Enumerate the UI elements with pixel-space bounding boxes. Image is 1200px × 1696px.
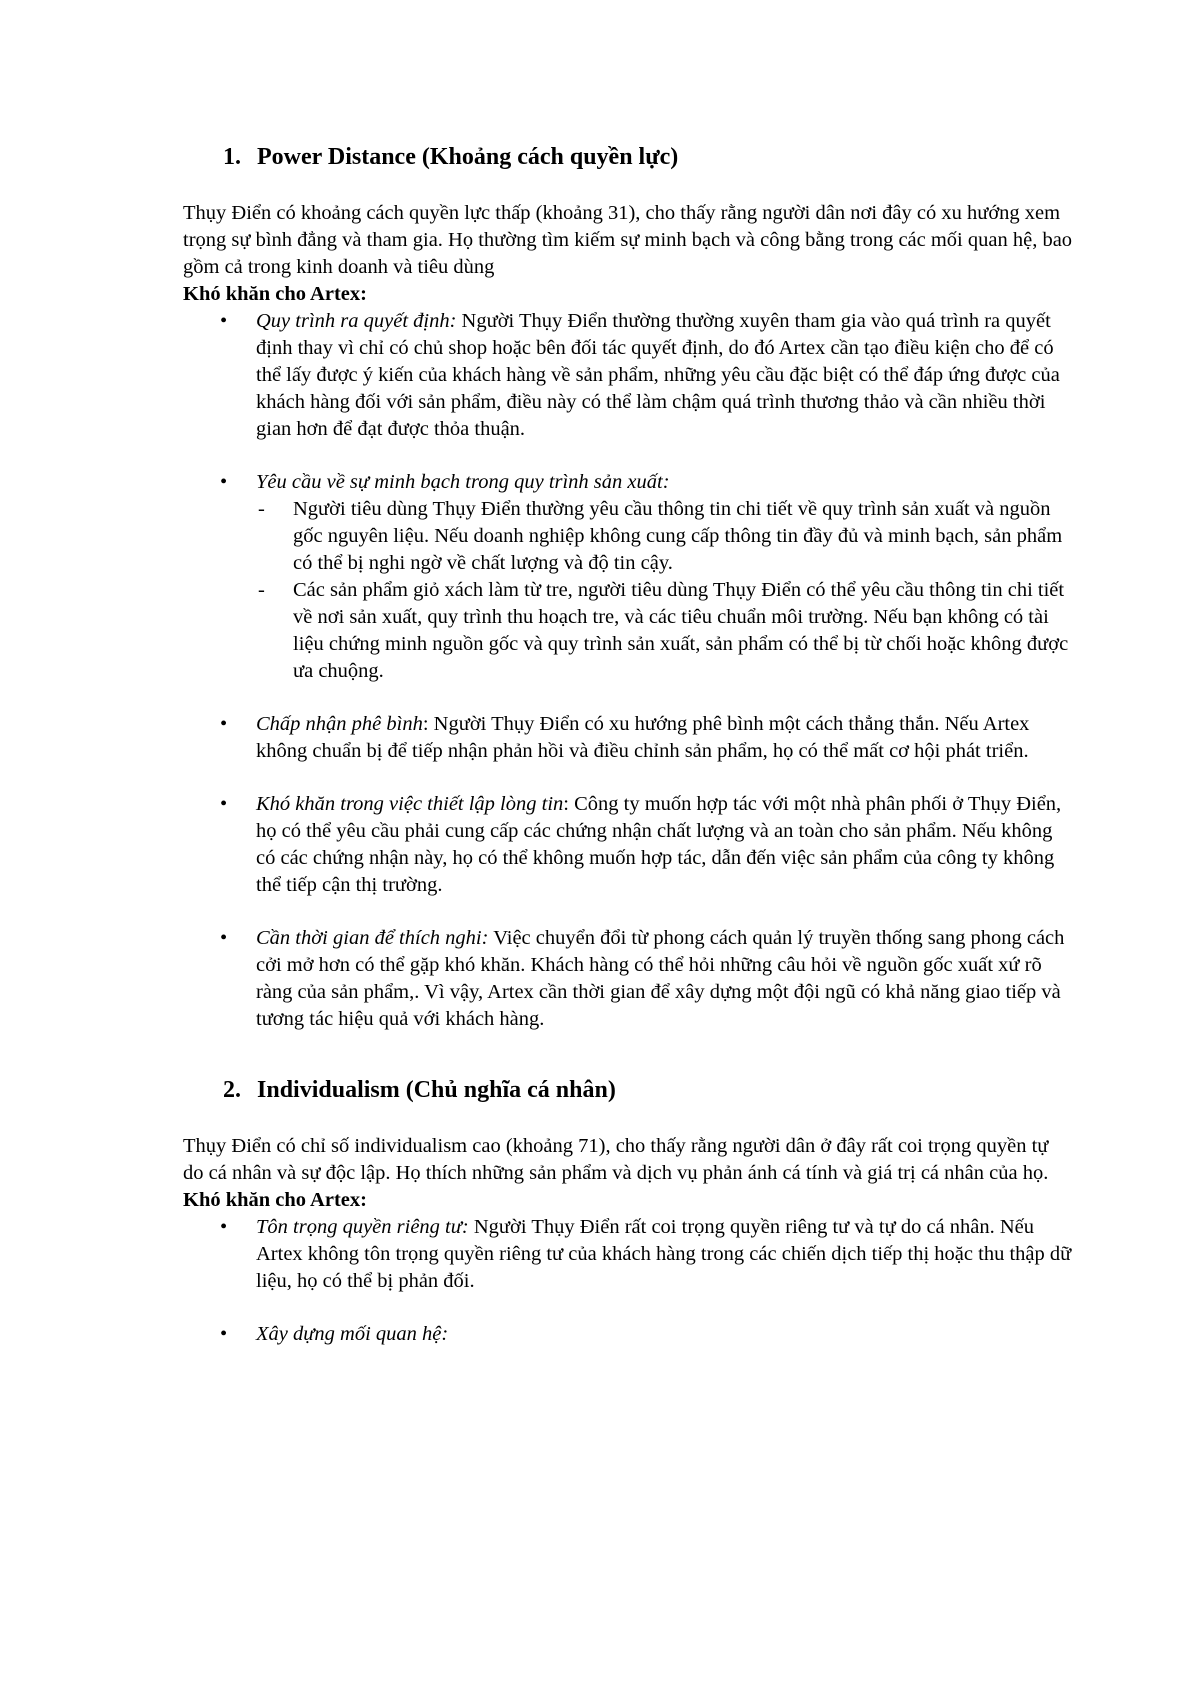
bullet-text: Việc chuyển đổi từ phong cách quản lý truyền thống sang phong cách cởi mở hơn có thể gặp khó khăn. Khách hàng có thể hỏi những câu hỏi về nguồn gốc xuất xứ rõ ràng của sản phẩm,. Vì vậy, Artex cần thời gian để xây dựng một đội ngũ có khả năng giao tiếp và tương tác hiệu quả với khách hàng. <box>256 927 1065 1030</box>
section-heading-1 <box>183 140 1073 174</box>
bullet-glyph: • <box>220 310 228 332</box>
bullet-item <box>183 1214 1073 1295</box>
section-number: 1. <box>223 144 241 170</box>
sub-item <box>183 496 1073 577</box>
bullet-text: : Công ty muốn hợp tác với một nhà phân phối ở Thụy Điển, họ có thể yêu cầu phải cung cấp các chứng nhận chất lượng và an toàn cho sản phẩm. Nếu không có các chứng nhận này, họ có thể không muốn hợp tác, dẫn đến việc sản phẩm của công ty không thể tiếp cận thị trường. <box>256 793 1062 896</box>
bullet-item <box>183 1321 1073 1348</box>
document-content <box>183 140 1073 1348</box>
section-intro: Thụy Điển có chỉ số individualism cao (khoảng 71), cho thấy rằng người dân ở đây rất coi trọng quyền tự do cá nhân và sự độc lập. Họ thích những sản phẩm và dịch vụ phản ánh cá tính và giá trị cá nhân của họ. <box>183 1135 1049 1184</box>
bullet-glyph: • <box>220 927 228 949</box>
dash-glyph: - <box>258 498 265 520</box>
bullet-title: Khó khăn trong việc thiết lập lòng tin <box>256 793 564 815</box>
bullet-item <box>183 791 1073 899</box>
bullet-text: Người Thụy Điển rất coi trọng quyền riêng tư và tự do cá nhân. Nếu Artex không tôn trọng quyền riêng tư của khách hàng trong các chiến dịch tiếp thị hoặc thu thập dữ liệu, họ có thể bị phản đối. <box>256 1216 1072 1292</box>
bullet-text: : Người Thụy Điển có xu hướng phê bình một cách thẳng thắn. Nếu Artex không chuẩn bị để tiếp nhận phản hồi và điều chỉnh sản phẩm, họ có thể mất cơ hội phát triển. <box>256 713 1030 762</box>
bullet-item <box>183 711 1073 765</box>
sub-item <box>183 577 1073 685</box>
sub-item-text: Người tiêu dùng Thụy Điển thường yêu cầu thông tin chi tiết về quy trình sản xuất và nguồn gốc nguyên liệu. Nếu doanh nghiệp không cung cấp thông tin đầy đủ và minh bạch, sản phẩm có thể bị nghi ngờ về chất lượng và độ tin cậy. <box>293 498 1063 574</box>
bullet-glyph: • <box>220 1323 228 1345</box>
bullet-text: Người Thụy Điển thường thường xuyên tham gia vào quá trình ra quyết định thay vì chỉ có chủ shop hoặc bên đối tác quyết định, do đó Artex cần tạo điều kiện cho để có thể lấy được ý kiến của khách hàng về sản phẩm, những yêu cầu đặc biệt có thể đáp ứng được của khách hàng đối với sản phẩm, điều này có thể làm chậm quá trình thương thảo và cần nhiều thời gian hơn để đạt được thỏa thuận. <box>256 310 1060 440</box>
section-title: Individualism (Chủ nghĩa cá nhân) <box>257 1077 616 1103</box>
section-intro: Thụy Điển có khoảng cách quyền lực thấp (khoảng 31), cho thấy rằng người dân nơi đây có xu hướng xem trọng sự bình đẳng và tham gia. Họ thường tìm kiếm sự minh bạch và công bằng trong các mối quan hệ, bao gồm cả trong kinh doanh và tiêu dùng <box>183 202 1073 278</box>
sub-item-text: Các sản phẩm giỏ xách làm từ tre, người tiêu dùng Thụy Điển có thể yêu cầu thông tin chi tiết về nơi sản xuất, quy trình thu hoạch tre, và các tiêu chuẩn môi trường. Nếu bạn không có tài liệu chứng minh nguồn gốc và quy trình sản xuất, sản phẩm có thể bị từ chối hoặc không được ưa chuộng. <box>293 579 1069 682</box>
bullet-glyph: • <box>220 1216 228 1238</box>
section-number: 2. <box>223 1077 241 1103</box>
section-heading-2 <box>183 1073 1073 1107</box>
bullet-glyph: • <box>220 471 228 493</box>
bullet-glyph: • <box>220 713 228 735</box>
difficulty-label: Khó khăn cho Artex: <box>183 283 367 305</box>
bullet-title: Xây dựng mối quan hệ: <box>256 1323 449 1345</box>
bullet-title: Yêu cầu về sự minh bạch trong quy trình sản xuất: <box>256 471 670 493</box>
bullet-item <box>183 925 1073 1033</box>
bullet-title: Chấp nhận phê bình <box>256 713 423 735</box>
bullet-item <box>183 308 1073 443</box>
bullet-item <box>183 469 1073 496</box>
section-title: Power Distance (Khoảng cách quyền lực) <box>257 144 679 170</box>
bullet-title: Quy trình ra quyết định: <box>256 310 457 332</box>
bullet-title: Tôn trọng quyền riêng tư: <box>256 1216 469 1238</box>
bullet-glyph: • <box>220 793 228 815</box>
difficulty-label: Khó khăn cho Artex: <box>183 1189 367 1211</box>
bullet-title: Cần thời gian để thích nghi: <box>256 927 489 949</box>
dash-glyph: - <box>258 579 265 601</box>
